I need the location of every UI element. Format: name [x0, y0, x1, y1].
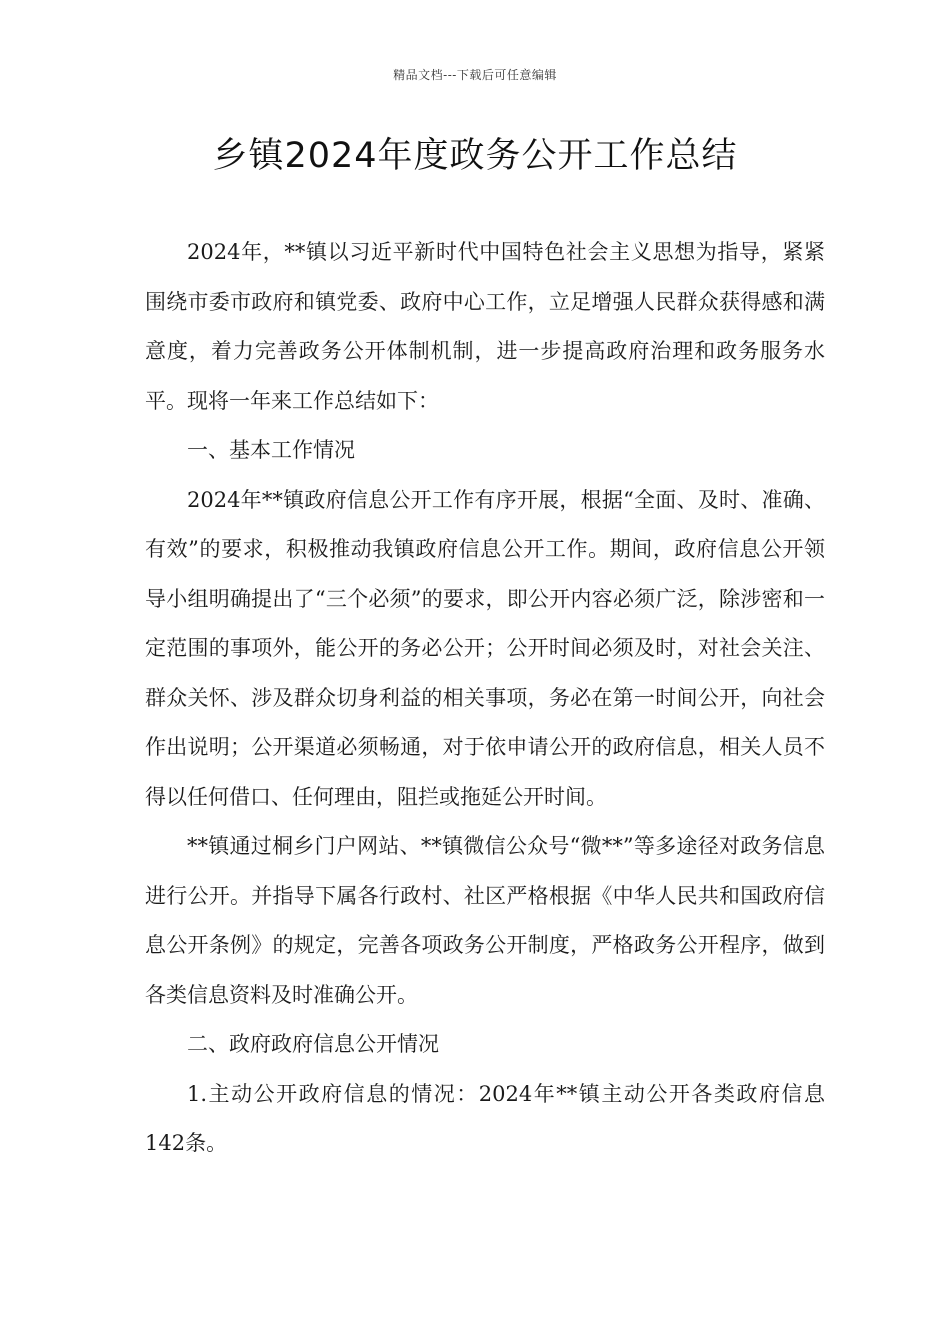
section-heading-1: 一、基本工作情况 — [187, 438, 355, 462]
paragraph-active-disclosure: 1.主动公开政府信息的情况：2024年**镇主动公开各类政府信息142条。 — [145, 1081, 825, 1155]
paragraph-basic-work: 2024年**镇政府信息公开工作有序开展，根据“全面、及时、准确、有效”的要求，积极推动我镇政府信息公开工作。期间，政府信息公开领导小组明确提出了“三个必须”的要求，即公开内容必须广泛，除涉密和一定范围的事项外，能公开的务必公开；公开时间必须及时，对社会关注、群众关怀、涉及群众切身利益的相关事项，务必在第一时间公开，向社会作出说明；公开渠道必须畅通，对于依申请公开的政府信息，相关人员不得以任何借口、任何理由，阻拦或拖延公开时间。 — [145, 487, 825, 809]
header-note: 精品文档---下载后可任意编辑 — [393, 68, 557, 82]
document-title: 乡镇2024年度政务公开工作总结 — [212, 136, 738, 176]
paragraph-intro: 2024年，**镇以习近平新时代中国特色社会主义思想为指导，紧紧围绕市委市政府和镇党委、政府中心工作，立足增强人民群众获得感和满意度，着力完善政务公开体制机制，进一步提高政府治理和政务服务水平。现将一年来工作总结如下： — [145, 240, 825, 413]
section-heading-2: 二、政府政府信息公开情况 — [187, 1032, 439, 1056]
paragraph-channels: **镇通过桐乡门户网站、**镇微信公众号“微**”等多途径对政务信息进行公开。并指导下属各行政村、社区严格根据《中华人民共和国政府信息公开条例》的规定，完善各项政务公开制度，严格政务公开程序，做到各类信息资料及时准确公开。 — [145, 834, 825, 1007]
document-body — [145, 228, 825, 1169]
